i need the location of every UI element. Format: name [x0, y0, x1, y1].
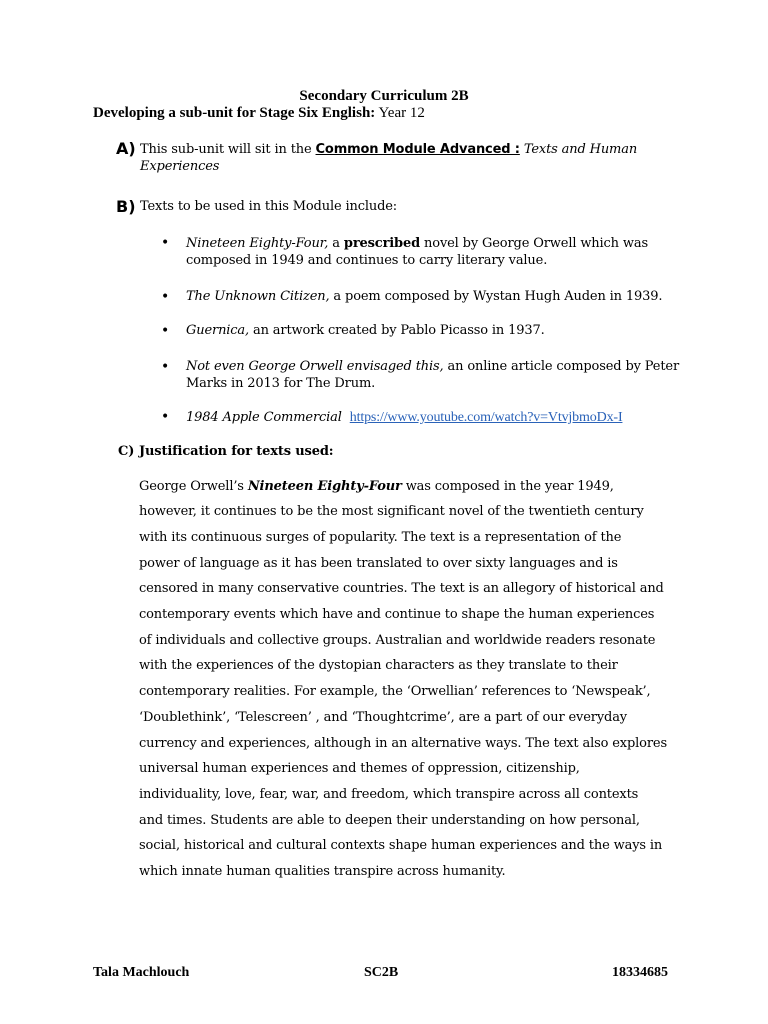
- text-title: Nineteen Eighty-Four,: [186, 236, 329, 251]
- paragraph-line: universal human experiences and themes of oppression, citizenship,: [139, 761, 580, 776]
- text-title: 1984 Apple Commercial: [186, 410, 342, 425]
- paragraph-line: which innate human qualities transpire across humanity.: [139, 864, 506, 879]
- section-a-text: This sub-unit will sit in the: [140, 142, 316, 157]
- subtitle-bold: Developing a sub-unit for Stage Six English:: [93, 105, 376, 121]
- document-title: Secondary Curriculum 2B: [299, 88, 469, 104]
- paragraph-line: power of language as it has been translated to over sixty languages and is: [139, 556, 618, 571]
- section-c-heading: Justification for texts used:: [139, 444, 334, 459]
- paragraph-line: and times. Students are able to deepen their understanding on how personal,: [139, 813, 640, 828]
- footer-code: SC2B: [364, 965, 399, 980]
- section-a-letter: A): [116, 139, 136, 158]
- text-description: a poem composed by Wystan Hugh Auden in 1939.: [329, 289, 663, 304]
- text-description: novel by George Orwell which was: [420, 236, 648, 251]
- bullet-dot: •: [161, 235, 170, 251]
- text-description: an artwork created by Pablo Picasso in 1937.: [249, 323, 545, 338]
- text-description: an online article composed by Peter: [443, 359, 680, 374]
- module-topic: Texts and Human: [519, 142, 638, 157]
- footer-student-id: 18334685: [612, 965, 668, 980]
- module-name: Common Module Advanced :: [315, 142, 520, 157]
- paragraph-text: was composed in the year 1949,: [401, 479, 614, 494]
- paragraph-line: currency and experiences, although in an alternative ways. The text also explores: [139, 736, 667, 751]
- section-a-line2: [140, 159, 219, 174]
- section-b-intro: Texts to be used in this Module include:: [140, 199, 398, 214]
- paragraph-line: with the experiences of the dystopian characters as they translate to their: [139, 658, 618, 673]
- subtitle-year: Year 12: [375, 105, 425, 121]
- bullet-dot: •: [161, 289, 170, 305]
- text-title: Guernica,: [186, 323, 250, 338]
- bullet-dot: •: [161, 323, 170, 339]
- paragraph-line: individuality, love, fear, war, and freedom, which transpire across all contexts: [139, 787, 639, 802]
- prescribed-label: prescribed: [343, 236, 421, 251]
- text-title: Not even George Orwell envisaged this,: [186, 359, 444, 374]
- paragraph-line: censored in many conservative countries. The text is an allegory of historical and: [139, 581, 664, 596]
- paragraph-text: George Orwell’s: [139, 479, 248, 494]
- paragraph-line: contemporary events which have and continue to shape the human experiences: [139, 607, 655, 622]
- novel-title: Nineteen Eighty-Four: [247, 479, 402, 494]
- text-title: The Unknown Citizen,: [186, 289, 330, 304]
- bullet-dot: •: [161, 409, 170, 425]
- paragraph-line: ‘Doublethink’, ‘Telescreen’ , and ‘Thoughtcrime’, are a part of our everyday: [139, 710, 628, 725]
- list-item: [186, 236, 648, 251]
- document-subtitle: [93, 105, 425, 122]
- list-item-cont: composed in 1949 and continues to carry literary value.: [186, 253, 548, 268]
- bullet-dot: •: [161, 359, 170, 375]
- paragraph-line: [139, 479, 614, 494]
- youtube-link[interactable]: https://www.youtube.com/watch?v=VtvjbmoDx-I: [349, 410, 623, 425]
- list-item: [186, 323, 545, 338]
- text-connector: a: [328, 236, 344, 251]
- section-a-line1: [140, 142, 637, 157]
- paragraph-line: of individuals and collective groups. Australian and worldwide readers resonate: [139, 633, 656, 648]
- list-item: [186, 410, 622, 426]
- paragraph-line: however, it continues to be the most significant novel of the twentieth century: [139, 504, 644, 519]
- module-topic-cont: Experiences: [140, 159, 220, 174]
- section-b-letter: B): [116, 197, 136, 216]
- list-item: [186, 289, 662, 304]
- paragraph-line: social, historical and cultural contexts shape human experiences and the ways in: [139, 838, 663, 853]
- section-c-letter: C): [118, 444, 135, 459]
- list-item-cont: Marks in 2013 for The Drum.: [186, 376, 376, 391]
- list-item: [186, 359, 679, 374]
- paragraph-line: with its continuous surges of popularity. The text is a representation of the: [139, 530, 622, 545]
- paragraph-line: contemporary realities. For example, the ‘Orwellian’ references to ‘Newspeak’,: [139, 684, 651, 699]
- footer-author: Tala Machlouch: [93, 965, 190, 980]
